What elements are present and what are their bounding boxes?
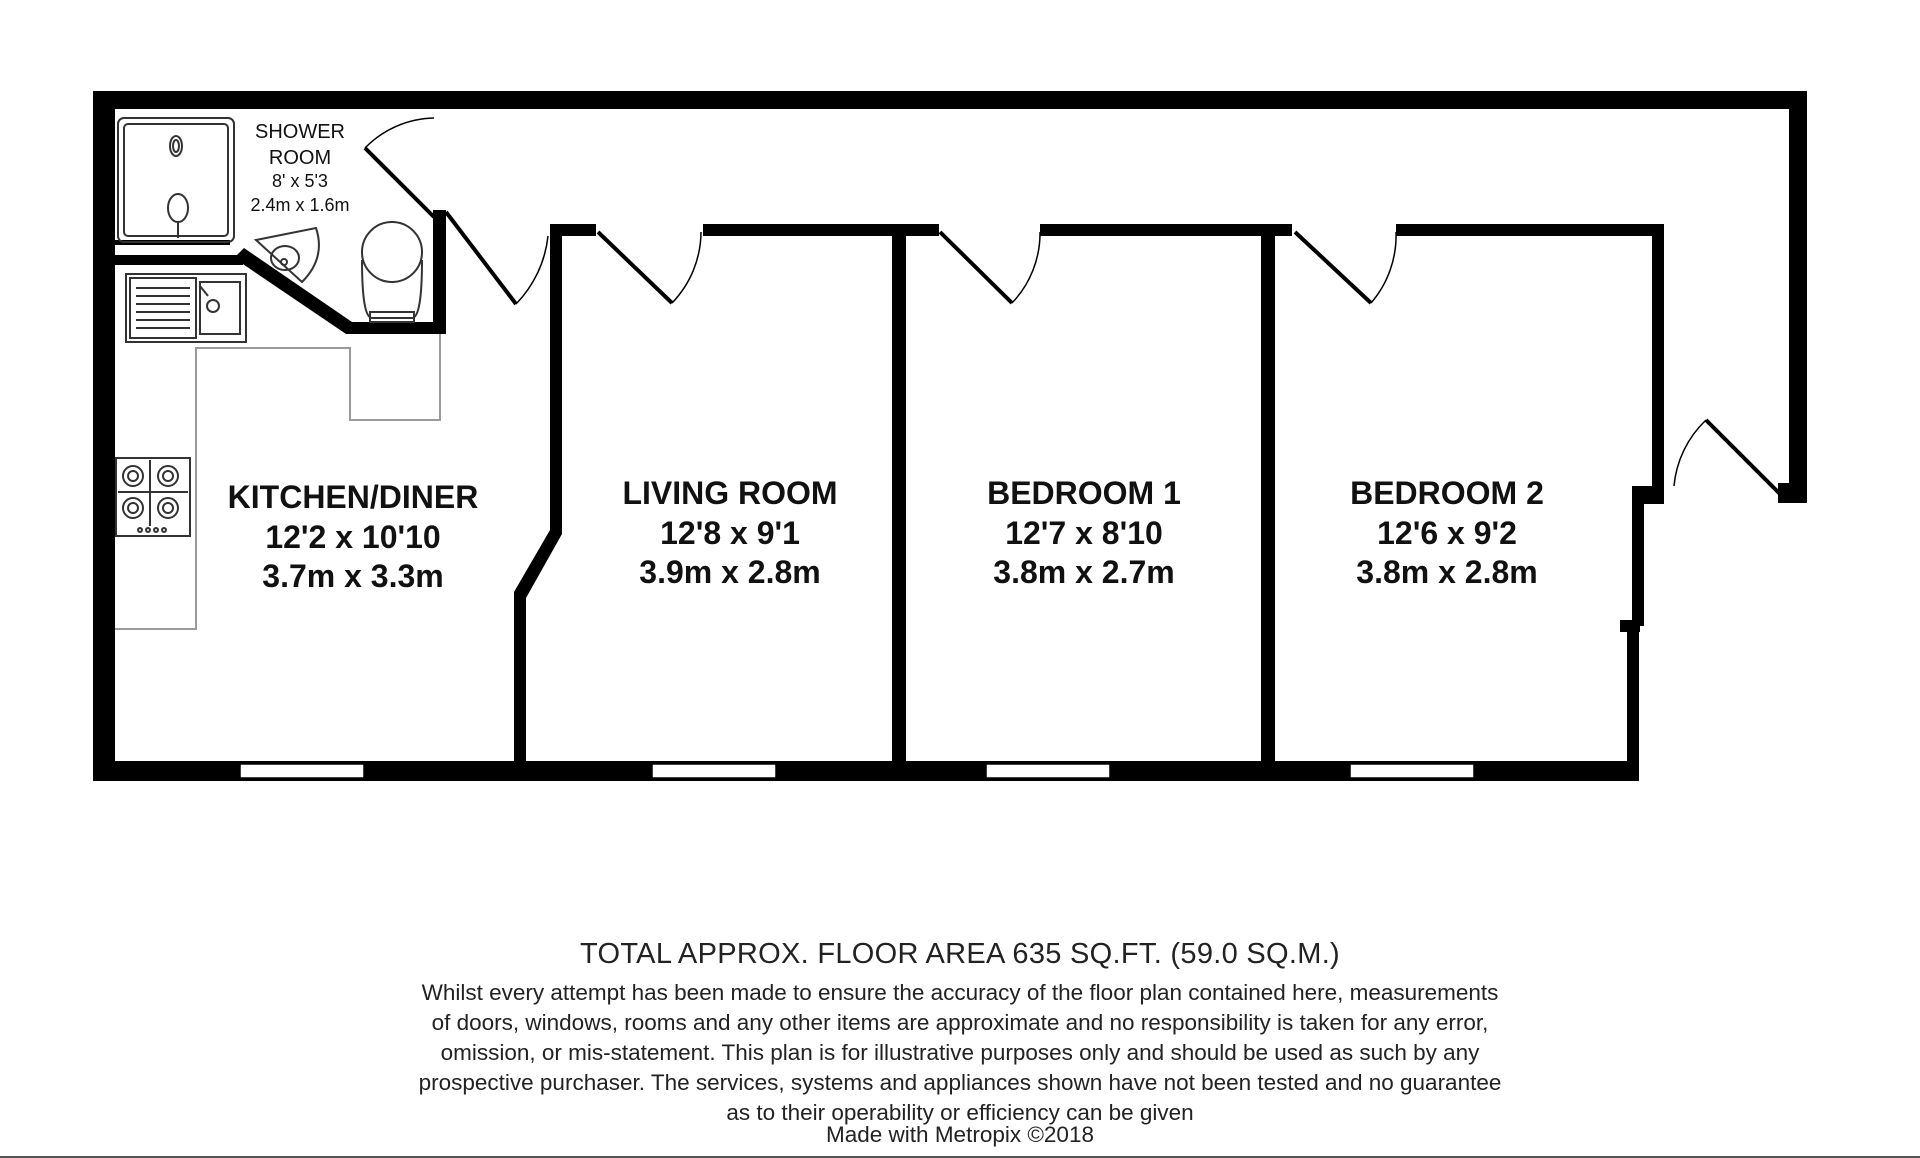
- bedroom2-name: BEDROOM 2: [1350, 475, 1544, 511]
- living-imperial: 12'8 x 9'1: [660, 515, 800, 551]
- disclaimer-line: as to their operability or efficiency can be given: [726, 1100, 1194, 1125]
- bedroom1-imperial: 12'7 x 8'10: [1005, 515, 1163, 551]
- door-bedroom1: [940, 232, 1040, 303]
- label-kitchen-diner: [228, 479, 479, 594]
- disclaimer-line: prospective purchaser. The services, systems and appliances shown have not been tested and no guarantee: [418, 1070, 1502, 1095]
- door-corridor-end: [1674, 420, 1780, 494]
- kitchen-name: KITCHEN/DINER: [227, 479, 479, 515]
- disclaimer: [0, 978, 1920, 1128]
- kitchen-sink-icon: [126, 274, 246, 342]
- shower-metric: 2.4m x 1.6m: [250, 195, 350, 215]
- walls: [93, 91, 1807, 781]
- bedroom2-imperial: 12'6 x 9'2: [1377, 515, 1517, 551]
- shower-name-line2: ROOM: [268, 147, 332, 169]
- door-living: [598, 232, 701, 303]
- shower-imperial: 8' x 5'3: [272, 171, 328, 191]
- window-kitchen: [240, 764, 364, 778]
- total-floor-area: TOTAL APPROX. FLOOR AREA 635 SQ.FT. (59.0 SQ.M.): [579, 938, 1341, 970]
- room-labels: [228, 121, 1544, 594]
- living-name: LIVING ROOM: [622, 475, 838, 511]
- metropix-credit: Made with Metropix ©2018: [826, 1122, 1094, 1147]
- living-metric: 3.9m x 2.8m: [639, 554, 821, 590]
- bedroom1-name: BEDROOM 1: [987, 475, 1181, 511]
- disclaimer-line: of doors, windows, rooms and any other items are approximate and no responsibility is taken for any error,: [431, 1010, 1489, 1035]
- kitchen-metric: 3.7m x 3.3m: [262, 558, 444, 594]
- shower-name-line1: SHOWER: [255, 121, 345, 143]
- label-bedroom-2: [1350, 475, 1544, 590]
- label-bedroom-1: [987, 475, 1181, 590]
- disclaimer-line: omission, or mis-statement. This plan is for illustrative purposes only and should be used as such by any: [440, 1040, 1480, 1065]
- door-bedroom2: [1295, 232, 1396, 303]
- toilet-icon: [362, 222, 422, 322]
- hob-icon: [116, 458, 190, 536]
- doors: [365, 118, 1780, 494]
- label-shower-room: [250, 121, 349, 215]
- disclaimer-line: Whilst every attempt has been made to ensure the accuracy of the floor plan contained here, measurements: [421, 980, 1499, 1005]
- label-living-room: [622, 475, 837, 590]
- bedroom1-metric: 3.8m x 2.7m: [993, 554, 1175, 590]
- bedroom2-metric: 3.8m x 2.8m: [1356, 554, 1538, 590]
- window-bedroom2: [1350, 764, 1474, 778]
- door-shower: [446, 212, 548, 304]
- window-bedroom1: [986, 764, 1110, 778]
- door-entrance: [365, 118, 434, 217]
- kitchen-imperial: 12'2 x 10'10: [265, 519, 441, 555]
- shower-tray-icon: [118, 118, 234, 242]
- window-living: [652, 764, 776, 778]
